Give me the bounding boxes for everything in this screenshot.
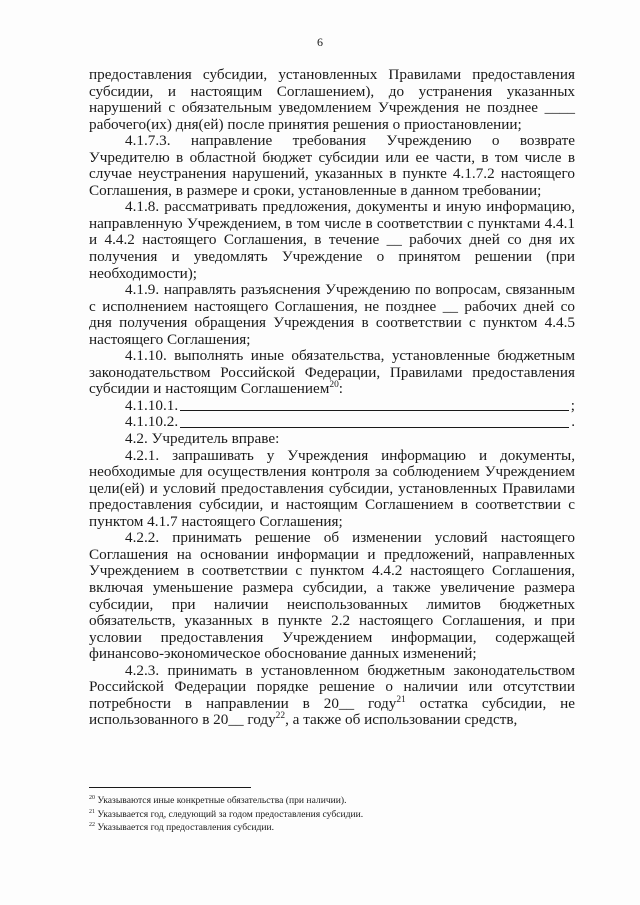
paragraph-4-1-8: 4.1.8. рассматривать предложения, документы и иную информацию, направленную Учреждением, в том числе в соответствии с пунктами 4.4.1 и 4.4.2 настоящего Соглашения, в течение __ рабочих дней со дня их получения и уведомлять Учреждение о принятом решении (при необходимости); — [89, 198, 575, 282]
footnote-20 — [89, 794, 575, 808]
footnote-text: Указываются иные конкретные обязательства (при наличии). — [94, 795, 347, 806]
footnote-text: Указывается год предоставления субсидии. — [94, 822, 275, 833]
footnote-21 — [89, 808, 575, 822]
footnote-number: 21 — [89, 808, 95, 815]
blank-line — [180, 410, 569, 411]
footnote-separator — [89, 787, 251, 788]
footnote-text: Указывается год, следующий за годом предоставления субсидии. — [94, 808, 364, 820]
paragraph-4-2-1: 4.2.1. запрашивать у Учреждения информацию и документы, необходимые для осуществления контроля за соблюдением Учреждением цели(ей) и условий предоставления субсидии, установленных Правилами предоставления субсидии, и настоящим Соглашением в соответствии с пунктом 4.1.7 настоящего Соглашения; — [89, 446, 575, 530]
footnotes — [89, 787, 575, 835]
paragraph-continuation: предоставления субсидии, установленных Правилами предоставления субсидии, и настоящим Соглашением), до устранения указанных нарушений с обязательным уведомлением Учреждения не позднее ____ рабочего(их) дня(ей) после принятия решения о приостановлении; — [89, 66, 575, 133]
paragraph-4-2-3-part3: , а также об использовании средств, — [285, 711, 518, 729]
paragraph-4-2-3 — [89, 663, 575, 729]
fill-line-label: 4.1.10.2. — [125, 413, 179, 431]
fill-line-4-1-10-2 — [89, 414, 575, 431]
paragraph-4-2: 4.2. Учредитель вправе: — [125, 430, 280, 448]
paragraph-4-1-10-text: 4.1.10. выполнять иные обязательства, установленные бюджетным законодательством Российской Федерации, Правилами предоставления субсидии и настоящим Соглашением — [89, 347, 575, 398]
paragraph-4-2-3-part2: остатка субсидии, не использованного в 20__ году — [89, 694, 575, 729]
paragraph-4-1-7-3: 4.1.7.3. направление требования Учреждению о возврате Учредителю в областной бюджет субсидии или ее части, в том числе в случае неустранения нарушений, указанных в пункте 4.1.7.2 настоящего Соглашения, в размере и сроки, установленные в данном требовании; — [89, 132, 575, 199]
document-body — [89, 67, 575, 729]
paragraph-4-2-2: 4.2.2. принимать решение об изменении условий настоящего Соглашения на основании информации и предложений, направленных Учреждением в соответствии с пунктом 4.4.2 настоящего Соглашения, включая уменьшение размера субсидии, а также увеличение размера субсидии, при наличии неиспользованных лимитов бюджетных обязательств, указанных в пункте 2.2 настоящего Соглашения, и при условии предоставления Учреждением информации, содержащей финансово-экономическое обоснование данных изменений; — [89, 529, 575, 663]
footnote-ref-22: 22 — [275, 711, 286, 722]
fill-line-end: ; — [570, 396, 575, 414]
paragraph-4-1-10-tail: : — [338, 380, 343, 398]
footnote-22 — [89, 821, 575, 835]
footnote-ref-20: 20 — [329, 380, 339, 391]
paragraph-4-1-9: 4.1.9. направлять разъяснения Учреждению по вопросам, связанным с исполнением настоящего Соглашения, не позднее __ рабочих дней со дня получения обращения Учреждения в соответствии с пунктом 4.4.5 настоящего Соглашения; — [89, 281, 575, 348]
footnote-number: 22 — [89, 821, 95, 828]
page-number: 6 — [317, 35, 323, 49]
paragraph-4-1-10 — [89, 348, 575, 398]
footnote-ref-21: 21 — [396, 694, 406, 705]
fill-line-label: 4.1.10.1. — [125, 396, 179, 414]
fill-line-4-1-10-1 — [89, 398, 575, 415]
blank-line — [180, 427, 569, 428]
footnote-number: 20 — [89, 794, 95, 801]
paragraph-4-2-3-part1: 4.2.3. принимать в установленном бюджетным законодательством Российской Федерации порядке решение о наличии или отсутствии потребности в направлении в 20__ году — [89, 661, 575, 712]
fill-line-end: . — [571, 413, 575, 431]
